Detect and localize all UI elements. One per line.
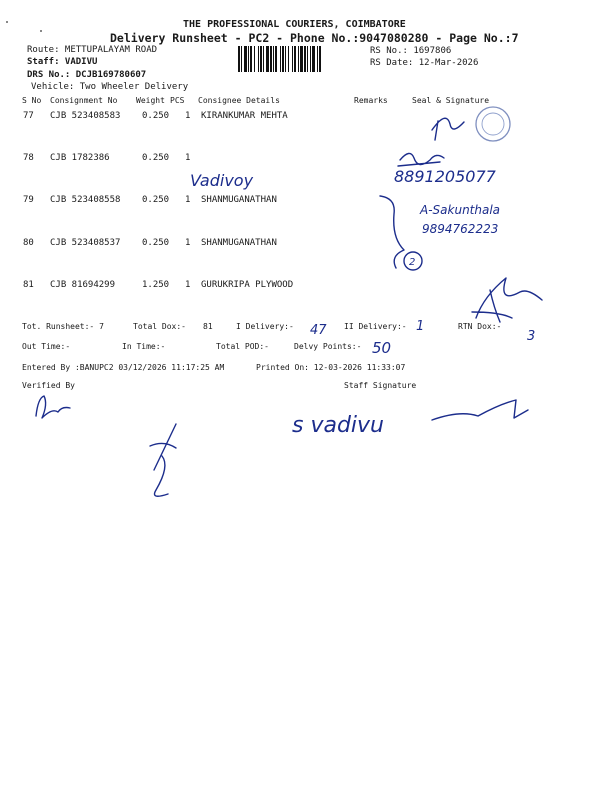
row-consignee: SHANMUGANATHAN xyxy=(201,238,277,248)
verified-by-label: Verified By xyxy=(22,381,75,390)
row-pcs: 1 xyxy=(185,111,191,121)
row-sno: 78 xyxy=(23,153,34,163)
col-header-weight: Weight xyxy=(136,96,165,105)
row-consignment-no: CJB 523408537 xyxy=(50,238,121,248)
row-pcs: 1 xyxy=(185,280,191,290)
row-consignment-no: CJB 1782386 xyxy=(50,153,110,163)
bracket-mark xyxy=(380,196,404,268)
company-title: THE PROFESSIONAL COURIERS, COIMBATORE xyxy=(183,19,406,30)
scan-speck xyxy=(6,21,8,23)
entered-by: Entered By :BANUPC2 03/12/2026 11:17:25 AM xyxy=(22,363,225,372)
handwritten-delvy-points: 50 xyxy=(372,339,392,357)
row-pcs: 1 xyxy=(185,153,191,163)
vehicle-label: Vehicle: Two Wheeler Delivery xyxy=(31,82,189,92)
staff-signature-label: Staff Signature xyxy=(344,381,417,390)
col-header-sno: S No xyxy=(22,96,42,105)
in-time-label: In Time:- xyxy=(122,342,166,351)
seal-stamp xyxy=(476,107,510,141)
signature-row81 xyxy=(472,278,542,322)
i-delivery-label: I Delivery:- xyxy=(236,322,294,331)
row-weight: 0.250 xyxy=(142,111,170,121)
col-header-consignee: Consignee Details xyxy=(198,96,280,105)
handwritten-name-row78: Vadivoy xyxy=(190,171,254,190)
out-time-label: Out Time:- xyxy=(22,342,71,351)
col-header-remarks: Remarks xyxy=(354,96,388,105)
row-consignee: SHANMUGANATHAN xyxy=(201,195,277,205)
row-pcs: 1 xyxy=(185,195,191,205)
row-weight: 0.250 xyxy=(142,195,170,205)
circled-number: 2 xyxy=(409,257,416,268)
handwritten-i-delivery: 47 xyxy=(310,323,327,338)
row-consignment-no: CJB 81694299 xyxy=(50,280,116,290)
row-sno: 77 xyxy=(23,111,34,121)
handwritten-ii-delivery: 1 xyxy=(416,319,425,334)
staff-label: Staff: VADIVU xyxy=(27,57,98,67)
scan-speck xyxy=(40,30,42,32)
handwritten-phone-1: 8891205077 xyxy=(394,167,496,186)
signature-row78 xyxy=(398,153,444,166)
route-label: Route: METTUPALAYAM ROAD xyxy=(27,45,158,55)
row-consignee: KIRANKUMAR MEHTA xyxy=(201,111,288,121)
total-dox-value: 81 xyxy=(203,322,213,331)
row-weight: 1.250 xyxy=(142,280,170,290)
row-sno: 81 xyxy=(23,280,34,290)
runsheet-title: Delivery Runsheet - PC2 - Phone No.:9047080280 - Page No.:7 xyxy=(110,31,519,45)
col-header-pcs: PCS xyxy=(170,96,185,105)
signature-row77 xyxy=(432,118,464,140)
verified-mark xyxy=(150,424,176,496)
total-dox-label: Total Dox:- xyxy=(133,322,186,331)
row-weight: 0.250 xyxy=(142,153,170,163)
col-header-consignment: Consignment No xyxy=(50,96,118,105)
verified-signature xyxy=(36,396,70,418)
row-sno: 79 xyxy=(23,195,34,205)
total-pod-label: Total POD:- xyxy=(216,342,269,351)
tot-runsheet: Tot. Runsheet:- 7 xyxy=(22,322,104,331)
row-consignment-no: CJB 523408558 xyxy=(50,195,121,205)
row-consignment-no: CJB 523408583 xyxy=(50,111,121,121)
delvy-points-label: Delvy Points:- xyxy=(294,342,362,351)
row-pcs: 1 xyxy=(185,238,191,248)
rtn-dox-label: RTN Dox:- xyxy=(458,322,502,331)
staff-signature-stroke xyxy=(432,400,528,420)
ii-delivery-label: II Delivery:- xyxy=(344,322,407,331)
row-weight: 0.250 xyxy=(142,238,170,248)
row-sno: 80 xyxy=(23,238,34,248)
staff-signature-handwritten: s vadivu xyxy=(292,413,384,438)
row-consignee: GURUKRIPA PLYWOOD xyxy=(201,280,294,290)
drs-number: DRS No.: DCJB169780607 xyxy=(27,70,147,80)
printed-on: Printed On: 12-03-2026 11:33:07 xyxy=(256,363,406,372)
handwritten-phone-2: 9894762223 xyxy=(422,222,499,236)
col-header-seal-signature: Seal & Signature xyxy=(412,96,490,105)
handwritten-name-row79: A-Sakunthala xyxy=(420,203,501,217)
handwritten-rtn: 3 xyxy=(527,329,536,344)
rs-number: RS No.: 1697806 xyxy=(370,46,452,56)
rs-date: RS Date: 12-Mar-2026 xyxy=(370,58,479,68)
